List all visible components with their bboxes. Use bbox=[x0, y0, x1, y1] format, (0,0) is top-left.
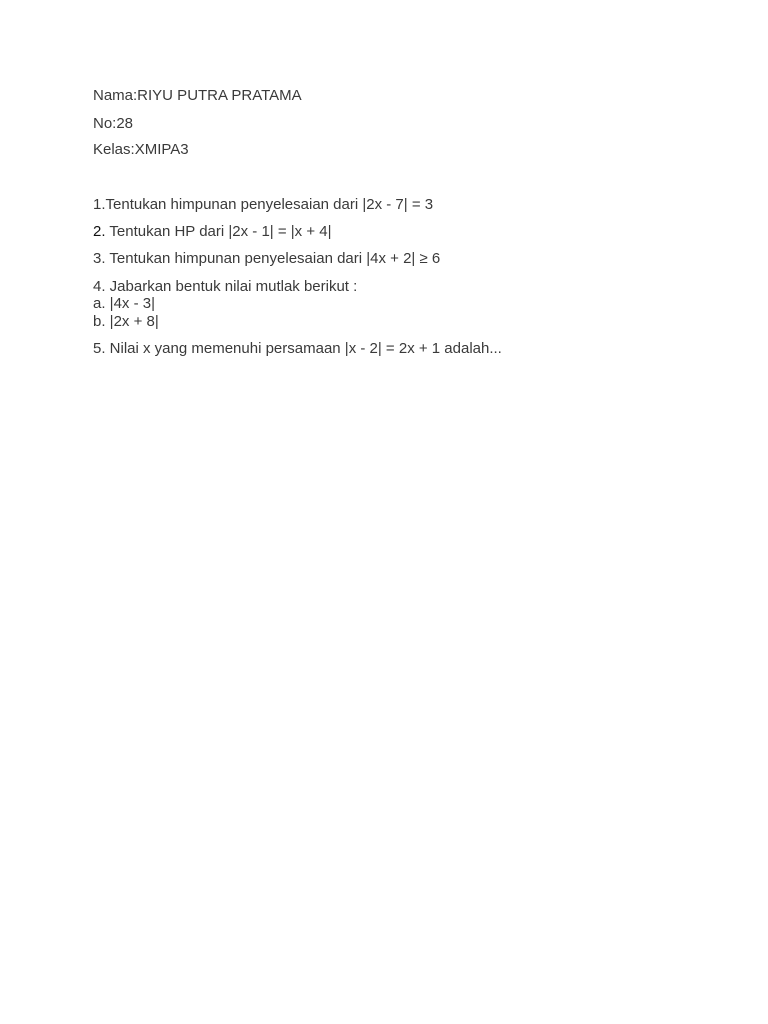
question-4-item-a: a. |4x - 3| bbox=[93, 295, 155, 312]
student-number: No:28 bbox=[93, 115, 134, 132]
question-4-item-b: b. |2x + 8| bbox=[93, 313, 159, 330]
question-5: 5. Nilai x yang memenuhi persamaan |x - 2| = 2x + 1 adalah... bbox=[93, 340, 502, 357]
student-name: Nama:RIYU PUTRA PRATAMA bbox=[93, 87, 302, 104]
question-1: 1.Tentukan himpunan penyelesaian dari |2x - 7| = 3 bbox=[93, 196, 434, 213]
question-2 bbox=[93, 223, 332, 240]
question-4: 4. Jabarkan bentuk nilai mutlak berikut : bbox=[93, 278, 358, 295]
question-3: 3. Tentukan himpunan penyelesaian dari |4x + 2| ≥ 6 bbox=[93, 250, 441, 267]
question-2-text: Tentukan HP dari |2x - 1| = |x + 4| bbox=[105, 223, 332, 240]
student-class: Kelas:XMIPA3 bbox=[93, 141, 189, 158]
question-2-number: 2. bbox=[93, 223, 106, 240]
